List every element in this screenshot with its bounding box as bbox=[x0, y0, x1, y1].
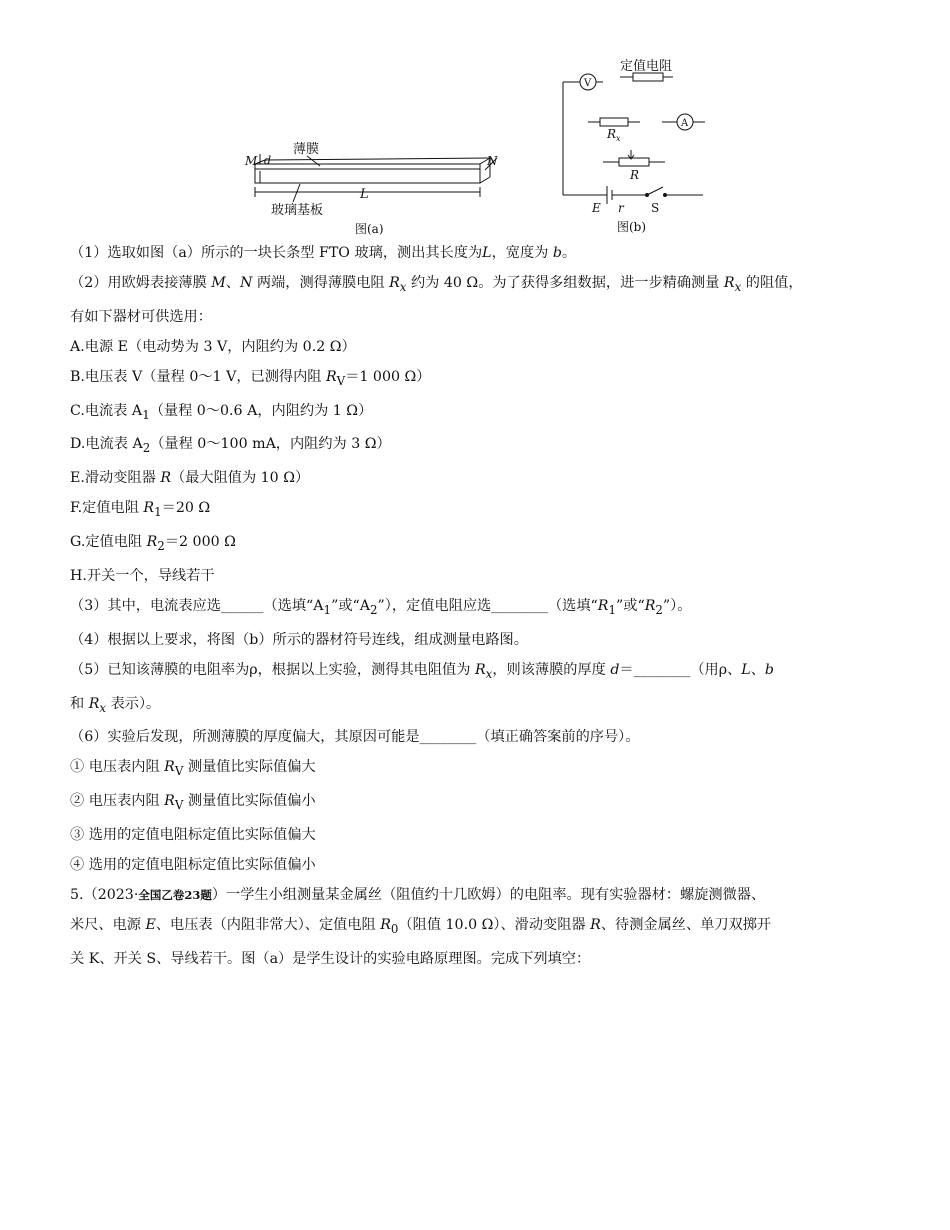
question-body bbox=[70, 238, 882, 974]
q1-text: （1）选取如图（a）所示的一块长条型 FTO 玻璃，测出其长度为L，宽度为 b。 bbox=[70, 245, 577, 261]
q3-text: （3）其中，电流表应选______（选填“$A_1$”或“$A_2$”），定值电阻应选________（选填“$R_1$”或“$R_2$”）。 bbox=[70, 597, 692, 617]
figure-b bbox=[555, 55, 715, 240]
figure-b-caption: 图(b) bbox=[617, 220, 647, 234]
voltmeter-label: V bbox=[584, 78, 592, 89]
length-l-label: L bbox=[360, 187, 369, 202]
fixed-resistor-symbol bbox=[633, 73, 663, 81]
rheostat-label: R bbox=[630, 168, 640, 182]
option-f: F.定值电阻 $R_1=20$ Ω bbox=[70, 500, 211, 520]
point-m-label: M bbox=[245, 154, 258, 168]
option-h: H.开关一个，导线若干 bbox=[70, 567, 215, 584]
option-e: E.滑动变阻器 R（最大阻值为 10 Ω） bbox=[70, 470, 310, 487]
glass-substrate bbox=[255, 169, 480, 183]
figure-a-caption: 图(a) bbox=[355, 222, 384, 236]
source-tag: 全国乙卷23题 bbox=[138, 888, 212, 903]
q2-text-line2: 有如下器材可供选用： bbox=[70, 308, 212, 325]
q5-text-line2: 和 $R_x$ 表示）。 bbox=[70, 695, 161, 715]
q6-option-4: ④ 选用的定值电阻标定值比实际值偏小 bbox=[70, 857, 316, 874]
point-n-label: N bbox=[487, 154, 498, 168]
q2-text: （2）用欧姆表接薄膜 M、N 两端，测得薄膜电阻 $R_x$ 约为 40 Ω。为了获得多组数据，进一步精确测量 $R_x$ 的阻值， bbox=[70, 275, 803, 294]
option-c: C.电流表 $A_1$（量程 0～0.6 A，内阻约为 1 Ω） bbox=[70, 402, 373, 422]
fixed-resistor-label: 定值电阻 bbox=[620, 59, 673, 74]
internal-resistance-label: r bbox=[618, 201, 624, 215]
thin-film bbox=[255, 164, 480, 169]
ammeter-label: A bbox=[681, 118, 689, 129]
q5-text: （5）已知该薄膜的电阻率为ρ，根据以上实验，测得其电阻值为 $R_x$，则该薄膜的厚度 d＝________（用ρ、L、b bbox=[70, 661, 774, 681]
thickness-d-label: d bbox=[264, 154, 272, 167]
option-g: G.定值电阻 $R_2=2$ 000 Ω bbox=[70, 534, 236, 553]
q7-text-line3: 关 K、开关 S、导线若干。图（a）是学生设计的实验电路原理图。完成下列填空： bbox=[70, 950, 591, 967]
option-a: A.电源 E（电动势为 3 V，内阻约为 0.2 Ω） bbox=[70, 338, 356, 355]
rheostat-symbol bbox=[619, 158, 649, 166]
figures-area bbox=[0, 0, 950, 245]
switch-symbol bbox=[647, 187, 663, 195]
option-b: B.电压表 V（量程 0～1 V，已测得内阻 $R_V=1$ 000 Ω） bbox=[70, 368, 431, 388]
substrate-label: 玻璃基板 bbox=[271, 203, 324, 218]
rx-resistor-symbol bbox=[600, 118, 628, 126]
emf-label: E bbox=[592, 201, 601, 215]
q4-text: （4）根据以上要求，将图（b）所示的器材符号连线，组成测量电路图。 bbox=[70, 631, 528, 648]
film-label: 薄膜 bbox=[293, 142, 320, 157]
switch-label: S bbox=[651, 201, 660, 215]
rx-label: $R_x$ bbox=[607, 127, 621, 143]
figure-a bbox=[235, 140, 535, 240]
option-d: D.电流表 $A_2$（量程 0～100 mA，内阻约为 3 Ω） bbox=[70, 436, 391, 456]
q6-option-1: ① 电压表内阻 $R_V$ 测量值比实际值偏大 bbox=[70, 759, 316, 779]
q7-text-line2: 米尺、电源 E、电压表（内阻非常大）、定值电阻 $R_0$（阻值 10.0 Ω）、滑动变阻器 R、待测金属丝、单刀双掷开 bbox=[70, 917, 772, 936]
q6-option-3: ③ 选用的定值电阻标定值比实际值偏大 bbox=[70, 827, 316, 844]
q6-option-2: ② 电压表内阻 $R_V$ 测量值比实际值偏小 bbox=[70, 793, 316, 813]
q6-text: （6）实验后发现，所测薄膜的厚度偏大，其原因可能是________（填正确答案前的序号）。 bbox=[70, 729, 640, 746]
q7-text: 5.（2023·全国乙卷23题）一学生小组测量某金属丝（阻值约十几欧姆）的电阻率。现有实验器材：螺旋测微器、 bbox=[70, 887, 766, 904]
